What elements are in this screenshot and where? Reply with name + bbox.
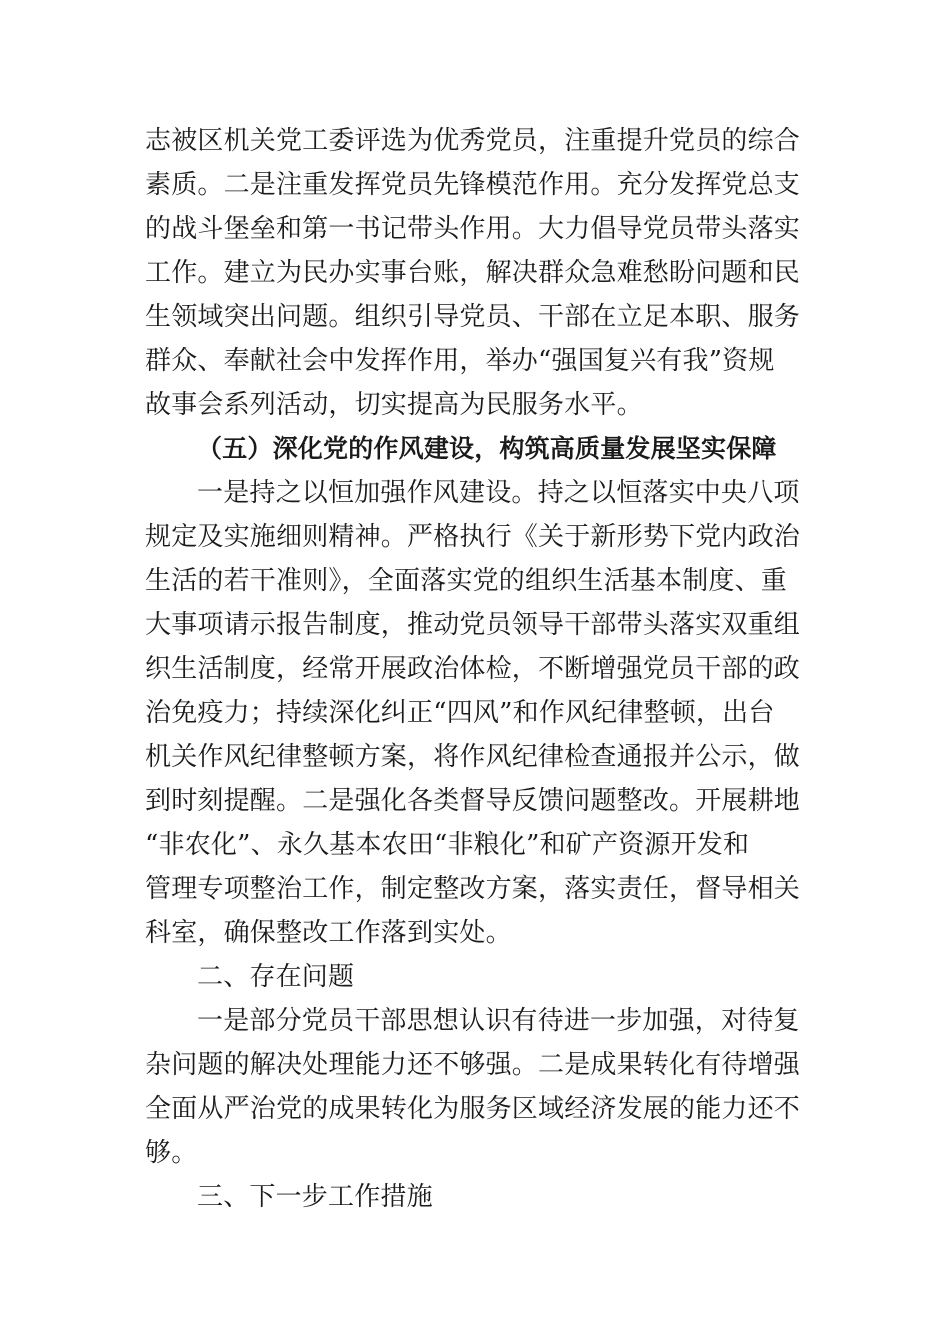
section-heading: （五）深化党的作风建设，构筑高质量发展坚实保障 xyxy=(197,434,777,463)
body-text-line: 群众、奉献社会中发挥作用，举办“强国复兴有我”资规 xyxy=(145,346,775,376)
body-text-line: 机关作风纪律整顿方案，将作风纪律检查通报并公示，做 xyxy=(145,742,801,772)
body-text-line: 管理专项整治工作，制定整改方案，落实责任，督导相关 xyxy=(145,874,801,904)
body-text-line: 科室，确保整改工作落到实处。 xyxy=(145,918,512,948)
body-text-line: 织生活制度，经常开展政治体检，不断增强党员干部的政 xyxy=(145,654,801,684)
body-text-line: 生活的若干准则》，全面落实党的组织生活基本制度、重 xyxy=(145,566,788,596)
body-text-line: 生领域突出问题。组织引导党员、干部在立足本职、服务 xyxy=(145,302,801,332)
body-text-line: 一是持之以恒加强作风建设。持之以恒落实中央八项 xyxy=(197,478,800,508)
body-text-line: “非农化”、永久基本农田“非粮化”和矿产资源开发和 xyxy=(145,830,750,860)
section-title: 二、存在问题 xyxy=(197,962,355,992)
section-title: 三、下一步工作措施 xyxy=(197,1182,433,1212)
body-text-line: 杂问题的解决处理能力还不够强。二是成果转化有待增强 xyxy=(145,1050,801,1080)
body-text-line: 大事项请示报告制度，推动党员领导干部带头落实双重组 xyxy=(145,610,801,640)
body-text-line: 志被区机关党工委评选为优秀党员，注重提升党员的综合 xyxy=(145,126,801,156)
body-text-line: 的战斗堡垒和第一书记带头作用。大力倡导党员带头落实 xyxy=(145,214,801,244)
body-text-line: 工作。建立为民办实事台账，解决群众急难愁盼问题和民 xyxy=(145,258,801,288)
body-text-line: 够。 xyxy=(145,1138,198,1168)
body-text-line: 素质。二是注重发挥党员先锋模范作用。充分发挥党总支 xyxy=(145,170,801,200)
body-text-line: 治免疫力；持续深化纠正“四风”和作风纪律整顿，出台 xyxy=(145,698,775,728)
body-text-line: 到时刻提醒。二是强化各类督导反馈问题整改。开展耕地 xyxy=(145,786,801,816)
body-text-line: 一是部分党员干部思想认识有待进一步加强，对待复 xyxy=(197,1006,800,1036)
body-text-line: 故事会系列活动，切实提高为民服务水平。 xyxy=(145,390,643,420)
body-text-line: 全面从严治党的成果转化为服务区域经济发展的能力还不 xyxy=(145,1094,801,1124)
body-text-line: 规定及实施细则精神。严格执行《关于新形势下党内政治 xyxy=(145,522,801,552)
